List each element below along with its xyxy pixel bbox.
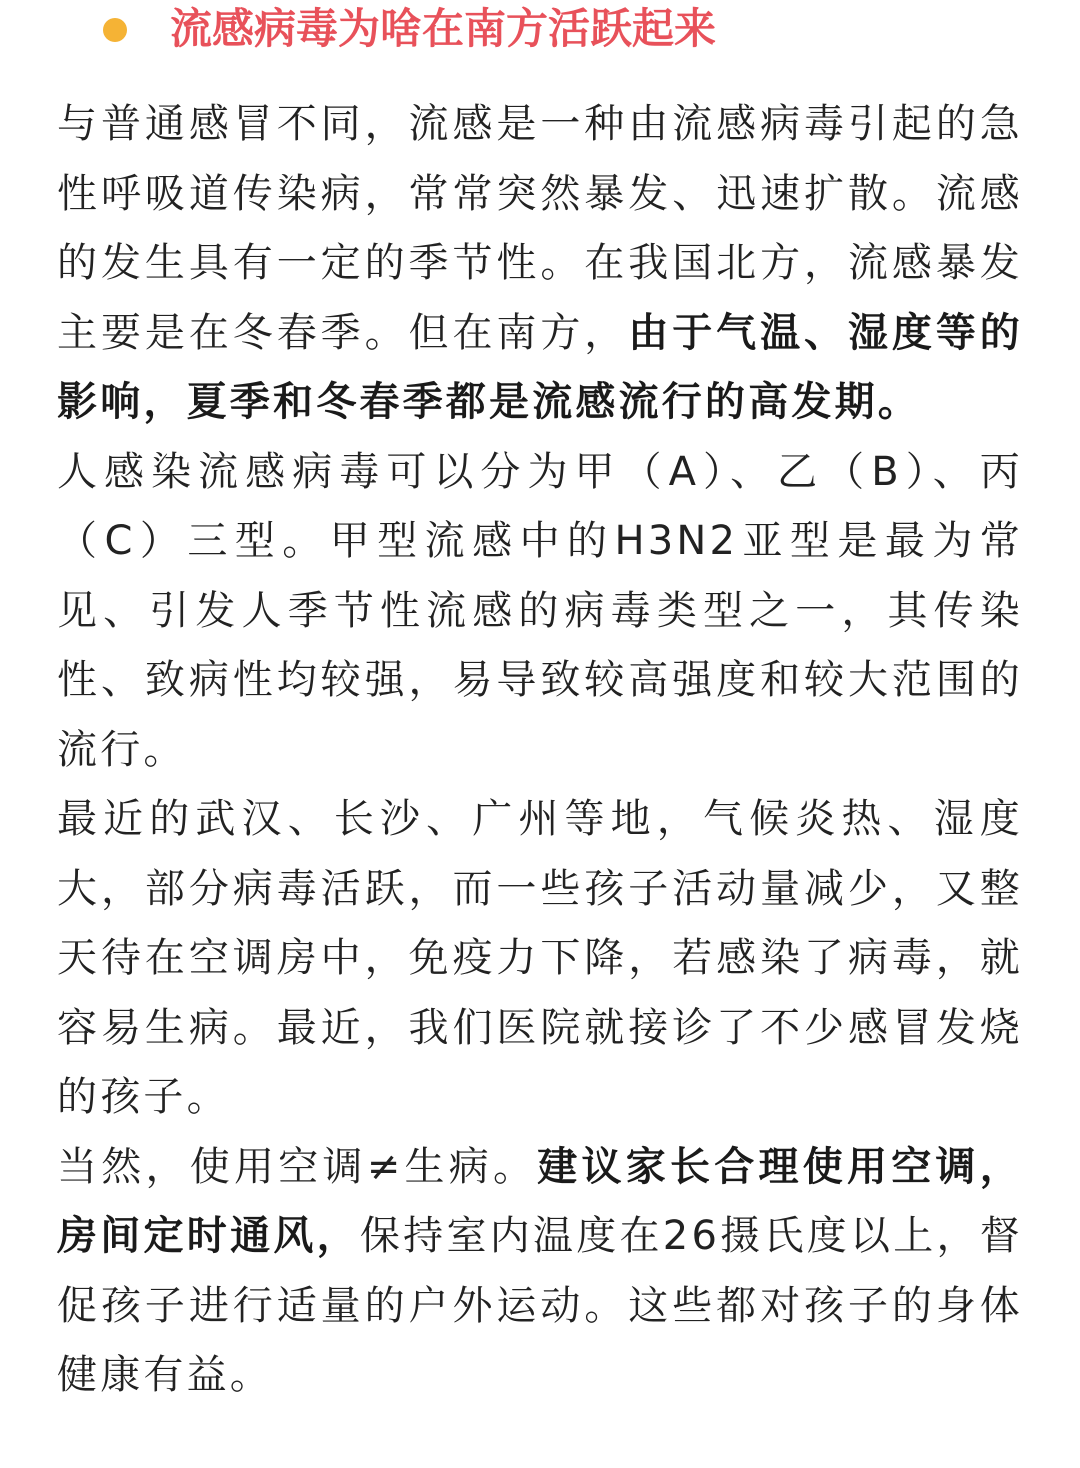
paragraph-2-text: 人感染流感病毒可以分为甲（A）、乙（B）、丙（C）三型。甲型流感中的H3N2亚型是最为常见、引发人季节性流感的病毒类型之一，其传染性、致病性均较强，易导致较高强度和较大范围的流行。 xyxy=(57,448,1023,773)
paragraph-2 xyxy=(57,438,1023,786)
paragraph-3-text: 最近的武汉、长沙、广州等地，气候炎热、湿度大，部分病毒活跃，而一些孩子活动量减少，又整天待在空调房中，免疫力下降，若感染了病毒，就容易生病。最近，我们医院就接诊了不少感冒发烧的孩子。 xyxy=(57,796,1023,1120)
paragraph-1 xyxy=(57,90,1023,438)
paragraph-4 xyxy=(57,1133,1023,1411)
paragraph-4-emphasis: 建议家长合理使用空调，房间定时通风， xyxy=(57,1143,1023,1259)
paragraph-4-text-end: 保持室内温度在26摄氏度以上，督促孩子进行适量的户外运动。这些都对孩子的身体健康有益。 xyxy=(57,1213,1023,1398)
bullet-dot-icon xyxy=(103,18,127,42)
paragraph-4-text-start: 当然，使用空调≠生病。 xyxy=(57,1143,538,1190)
paragraph-3 xyxy=(57,785,1023,1133)
section-heading xyxy=(0,0,1080,60)
article-body xyxy=(57,90,1023,1411)
paragraph-1-emphasis: 由于气温、湿度等的影响，夏季和冬春季都是流感流行的高发期。 xyxy=(57,309,1023,425)
section-title: 流感病毒为啥在南方活跃起来 xyxy=(170,4,717,53)
paragraph-1-text: 与普通感冒不同，流感是一种由流感病毒引起的急性呼吸道传染病，常常突然暴发、迅速扩散。流感的发生具有一定的季节性。在我国北方，流感暴发主要是在冬春季。但在南方， xyxy=(57,101,1023,356)
